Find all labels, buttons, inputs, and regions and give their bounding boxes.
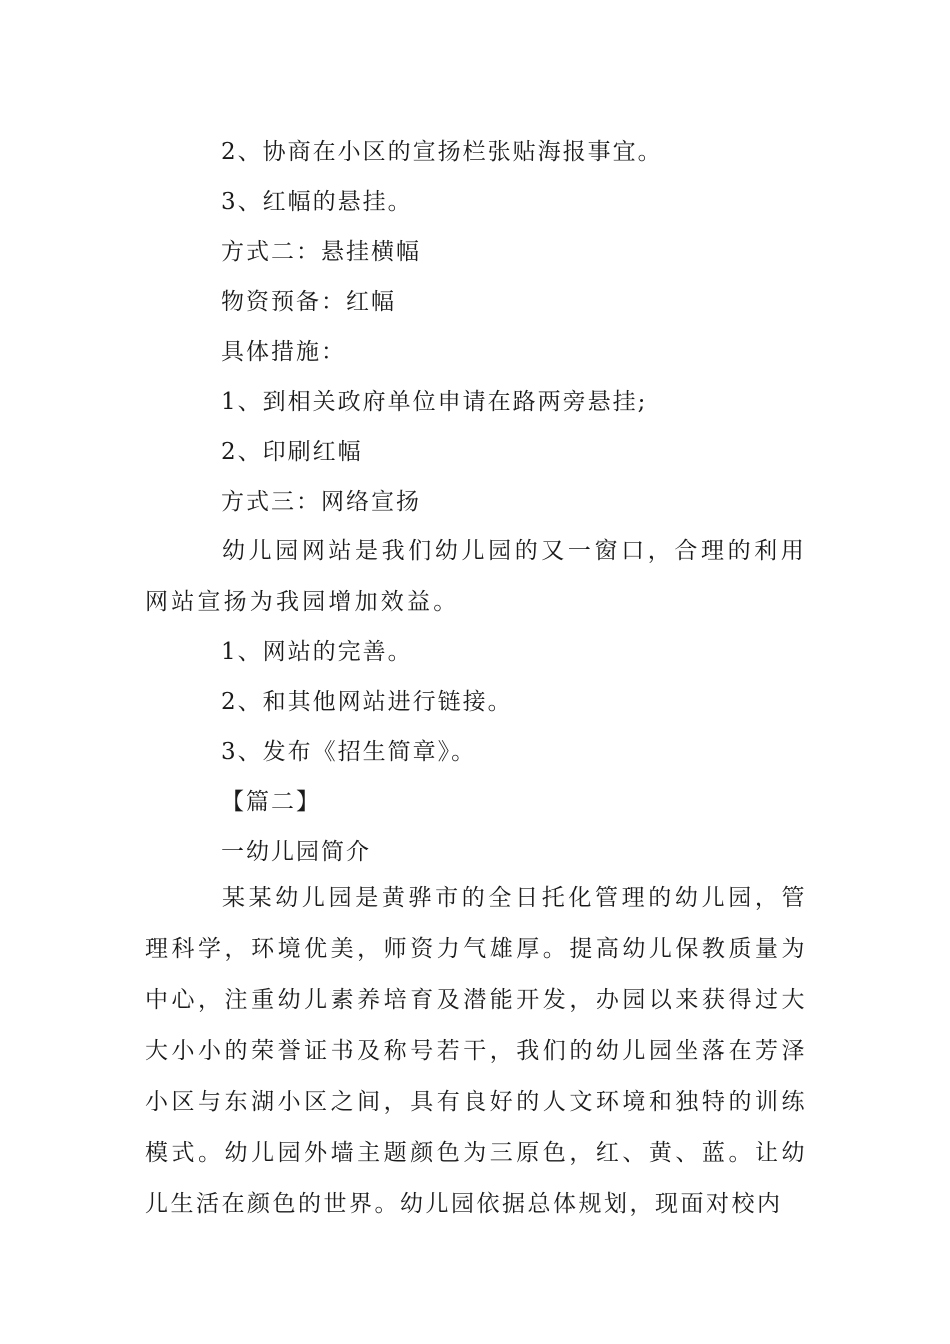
paragraph: 某某幼儿园是黄骅市的全日托化管理的幼儿园，管理科学，环境优美，师资力气雄厚。提高幼儿保教质量为中心，注重幼儿素养培育及潜能开发，办园以来获得过大大小小的荣誉证书及称号若干，我们的幼儿园坐落在芳泽小区与东湖小区之间，具有良好的人文环境和独特的训练模式。幼儿园外墙主题颜色为三原色，红、黄、蓝。让幼儿生活在颜色的世界。幼儿园依据总体规划，现面对校内	[145, 885, 807, 1217]
chapter-heading: 【篇二】	[221, 789, 321, 815]
text-line: 1、到相关政府单位申请在路两旁悬挂;	[221, 389, 648, 415]
paragraph: 幼儿园网站是我们幼儿园的又一窗口，合理的利用网站宣扬为我园增加效益。	[145, 538, 807, 615]
text-line: 物资预备：红幅	[221, 289, 396, 315]
text-line: 1、网站的完善。	[221, 639, 413, 665]
section-heading: 方式二：悬挂横幅	[221, 239, 421, 265]
section-heading: 一幼儿园简介	[221, 839, 371, 865]
text-line: 2、和其他网站进行链接。	[221, 689, 513, 715]
text-line: 3、发布《招生简章》。	[221, 739, 477, 765]
text-line: 3、红幅的悬挂。	[221, 189, 413, 215]
text-line: 2、印刷红幅	[221, 439, 363, 465]
text-line: 具体措施：	[221, 339, 346, 365]
text-line: 2、协商在小区的宣扬栏张贴海报事宜。	[221, 139, 663, 165]
section-heading: 方式三：网络宣扬	[221, 489, 421, 515]
